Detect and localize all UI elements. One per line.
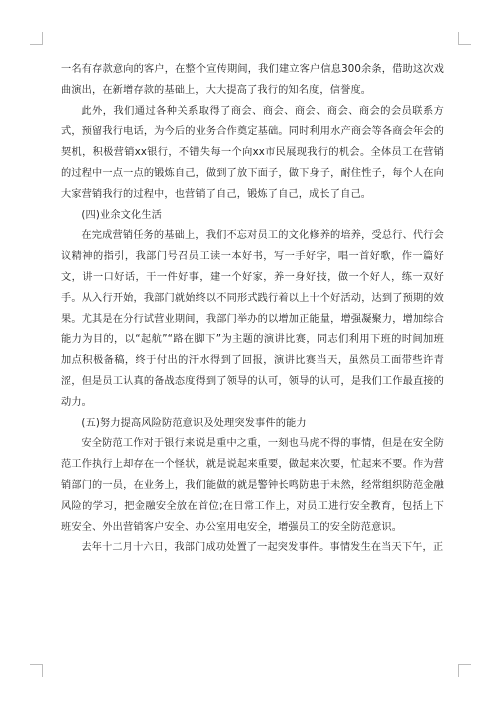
paragraph-chamber-contacts: 此外，我们通过各种关系取得了商会、商会、商会、商会、商会的会员联系方式，预留我行电话，为今后的业务合作奠定基础。同时利用水产商会等各商会年会的契机，积极营销xx银行，不错失每一个向xx市民展现我行的机会。全体员工在营销的过程中一点一点的锻炼自己，做到了放下面子，做下身子，耐住性子，每个人在向大家营销我行的过程中，也营销了自己，锻炼了自己，成长了自己。: [61, 105, 444, 200]
section-heading-risk-prevention: (五)努力提高风险防范意识及处理突发事件的能力: [81, 417, 307, 429]
paragraph-cultural-activities: 在完成营销任务的基础上，我们不忘对员工的文化修养的培养，受总行、代行会议精神的指引，我部门号召员工读一本好书，写一手好字，唱一首好歌，作一篇好文，讲一口好话，干一件好事，建一个好家，养一身好技，做一个好人，练一双好手。从入行开始，我部门就始终以不同形式践行着以上十个好活动，达到了预期的效果。尤其是在分行试营业期间，我部门举办的以增加正能量，增强凝聚力，增加综合能力为目的，以“起航”“路在脚下”为主题的演讲比赛，同志们利用下班的时间加班加点积极备稿，终于付出的汗水得到了回报，演讲比赛当天，虽然员工面带些许青涩，但是员工认真的备战态度得到了领导的认可，领导的认可，是我们工作最直接的动力。: [61, 230, 444, 408]
crop-mark-bottom-left: [30, 664, 43, 677]
paragraph-customer-info: 一名有存款意向的客户，在整个宣传期间，我们建立客户信息300余条，借助这次戏曲演出，在新增存款的基础上，大大提高了我行的知名度，信誉度。: [61, 64, 444, 96]
document-body: [61, 60, 444, 559]
paragraph-safety-work: 安全防范工作对于银行来说是重中之重，一刻也马虎不得的事情，但是在安全防范工作执行上却存在一个怪状，就是说起来重要，做起来次要，忙起来不要。作为营销部门的一员，在业务上，我们能做的就是警钟长鸣防患于未然，经常组织防范金融风险的学习，把金融安全放在首位;在日常工作上，对员工进行安全教育，包括上下班安全、外出营销客户安全、办公室用电安全，增强员工的安全防范意识。: [61, 438, 444, 533]
crop-mark-top-right: [458, 32, 471, 45]
crop-mark-top-left: [30, 32, 43, 45]
crop-mark-bottom-right: [458, 664, 471, 677]
section-heading-cultural-life: (四)业余文化生活: [81, 209, 163, 221]
paragraph-emergency-event: 去年十二月十六日，我部门成功处置了一起突发事件。事情发生在当天下午，正: [81, 542, 444, 554]
